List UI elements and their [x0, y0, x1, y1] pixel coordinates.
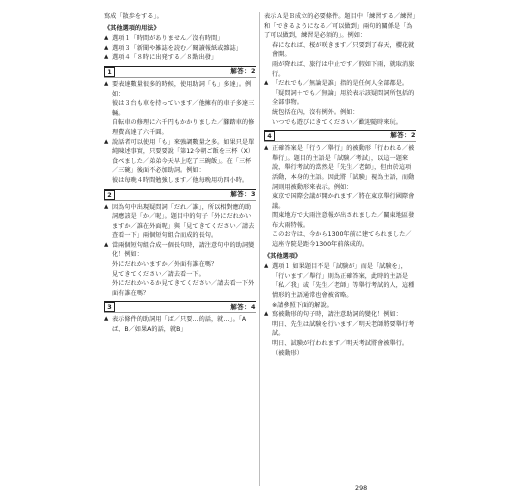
explanation-3b: ▲ 「だれでも／無論是誰」指的是任何人全部都是。「疑問詞＋でも／無論」用於表示該疑問詞所包括的全部事物。	[264, 79, 416, 108]
left-column	[104, 12, 256, 335]
option-1-note: ▲ 選項１ 如果題目不是「試験が」而是「試験を」，「行います／舉行」則為正確答案，此時的主語是「私／我」或「先生／老師」等舉行考試的人，這種情形的主語通常也會被省略。	[264, 262, 416, 300]
other-options-heading: 《其他選項》	[264, 252, 302, 260]
answer-box-4	[264, 130, 416, 142]
option-1: ▲ 選項１「時間がありません／沒有時間」	[104, 34, 256, 44]
example-4c: このお寺は、今から1300年前に建てられました／這座寺院是距今1300年前落成的。	[272, 231, 412, 249]
answer-label: 解答：3	[230, 189, 256, 198]
example-1a: 彼は３台も車を持っています／他擁有的車子多達三輛。	[112, 100, 255, 117]
example-2b: 見てきてください／請去看一下。	[112, 270, 205, 278]
example-3c: いつでも遊びにきてください／歡迎隨時來玩。	[272, 118, 402, 126]
explanation-3c: 統包括在內，沒有例外。例如：	[272, 108, 359, 116]
column-divider	[259, 12, 260, 486]
example-4d: 明日、先生は試験を行います／明天老師將要舉行考試。	[272, 320, 415, 338]
answer-number: 1	[104, 67, 115, 77]
explanation-1a: ▲ 要表達數量很多的時候，使用助詞「も」多達」。例如：	[104, 80, 256, 99]
example-1b: 自転車の修理に六千円もかかりました／腳踏車的修理費高達了六千圓。	[112, 119, 255, 136]
answer-number: 2	[104, 190, 115, 200]
example-1c: 彼は毎晩４時間勉強します／他每晚用功四小時。	[112, 176, 249, 184]
answer-box-1	[104, 66, 256, 78]
right-column	[264, 12, 416, 358]
answer-number: 3	[104, 302, 115, 312]
example-3a: 春になれば、桜が咲きます／只要到了春天，櫻花就會開。	[272, 41, 415, 59]
example-4e: 明日、試験が行われます／明天考試將會被舉行。（被動形）	[272, 340, 409, 357]
intro-line: 寫成「散歩をする」。	[104, 13, 163, 20]
page-number: 298	[355, 484, 368, 492]
explanation-2a: ▲ 因為句中出現疑問詞「だれ／誰」，所以相對應的助詞應該是「か／呢」。題目中的句子「外にだれかいますか／誰在外面呢」與「見てきてください／請去查看一下」兩個短句組合而成的長句。	[104, 203, 256, 241]
explanation-3a: ▲ 表示條件的助詞用「ば／只要…的話，就…」。「Aば、B／如果A的話，就B」	[104, 315, 256, 334]
continuation-text: 表示Ａ是Ｂ成立的必要條件。題目中「練習する／練習」和「できるようになる／可以做到」兩句的關係是「為了可以做到，練習是必須的」。例如：	[264, 13, 416, 40]
answer-box-3	[104, 301, 256, 313]
example-3b: 雨が降れば、旅行は中止です／假如下雨，就取消旅行。	[272, 60, 415, 78]
explanation-1b: ▲ 說話者可以使用「も」來強調數量之多。如果只是單純陳述事實，只要要說「第12今朝ご飯を三杯（X）食べました／弟弟今天早上吃了三碗飯」。在「三杯／三碗」後面不必加助詞。例如：	[104, 138, 256, 176]
explanation-4b: ▲ 寫被動形的句子時，請注意助詞的變化！例如：	[264, 310, 416, 320]
answer-number: 4	[264, 131, 275, 141]
example-4b: 関東地方で大雨注意報が出されました／關東地區發布大雨特報。	[272, 212, 415, 229]
book-page	[104, 12, 416, 492]
example-2a: 外にだれかいますか／外面有誰在嗎？	[112, 261, 218, 269]
example-2c: 外にだれかいるか見てきてください／請去看一下外面有誰在嗎？	[112, 280, 255, 297]
option-3: ▲ 選項３「新聞や雑誌を読む／閱讀報紙或雜誌」	[104, 44, 256, 54]
answer-label: 解答：2	[230, 67, 256, 76]
other-usage-heading: 《其他選項的用法》	[104, 24, 160, 32]
explanation-2b: ▲ 當兩個短句組合成一個長句時，請注意句中的助詞變化！例如：	[104, 241, 256, 260]
reference-note: ※請參照下面的解說。	[272, 301, 333, 309]
answer-box-2	[104, 189, 256, 201]
answer-label: 解答：2	[390, 131, 416, 140]
option-4: ▲ 選項４「８時に出発する／８點出發」	[104, 53, 256, 63]
example-4a: 東京で国際会議が開かれます／將在東京舉行國際會議。	[272, 193, 415, 210]
explanation-4a: ▲ 正確答案是「行う／舉行」的被動形「行われる／被舉行」。題目的主語是「試験／考試」，以這一題來說，舉行考試的當然是「先生／老師」，但由於這項活動，本身的主語。因此將「試験」視為主語，而動詞則用被動形來表示。例如：	[264, 144, 416, 192]
answer-label: 解答：4	[230, 302, 256, 311]
